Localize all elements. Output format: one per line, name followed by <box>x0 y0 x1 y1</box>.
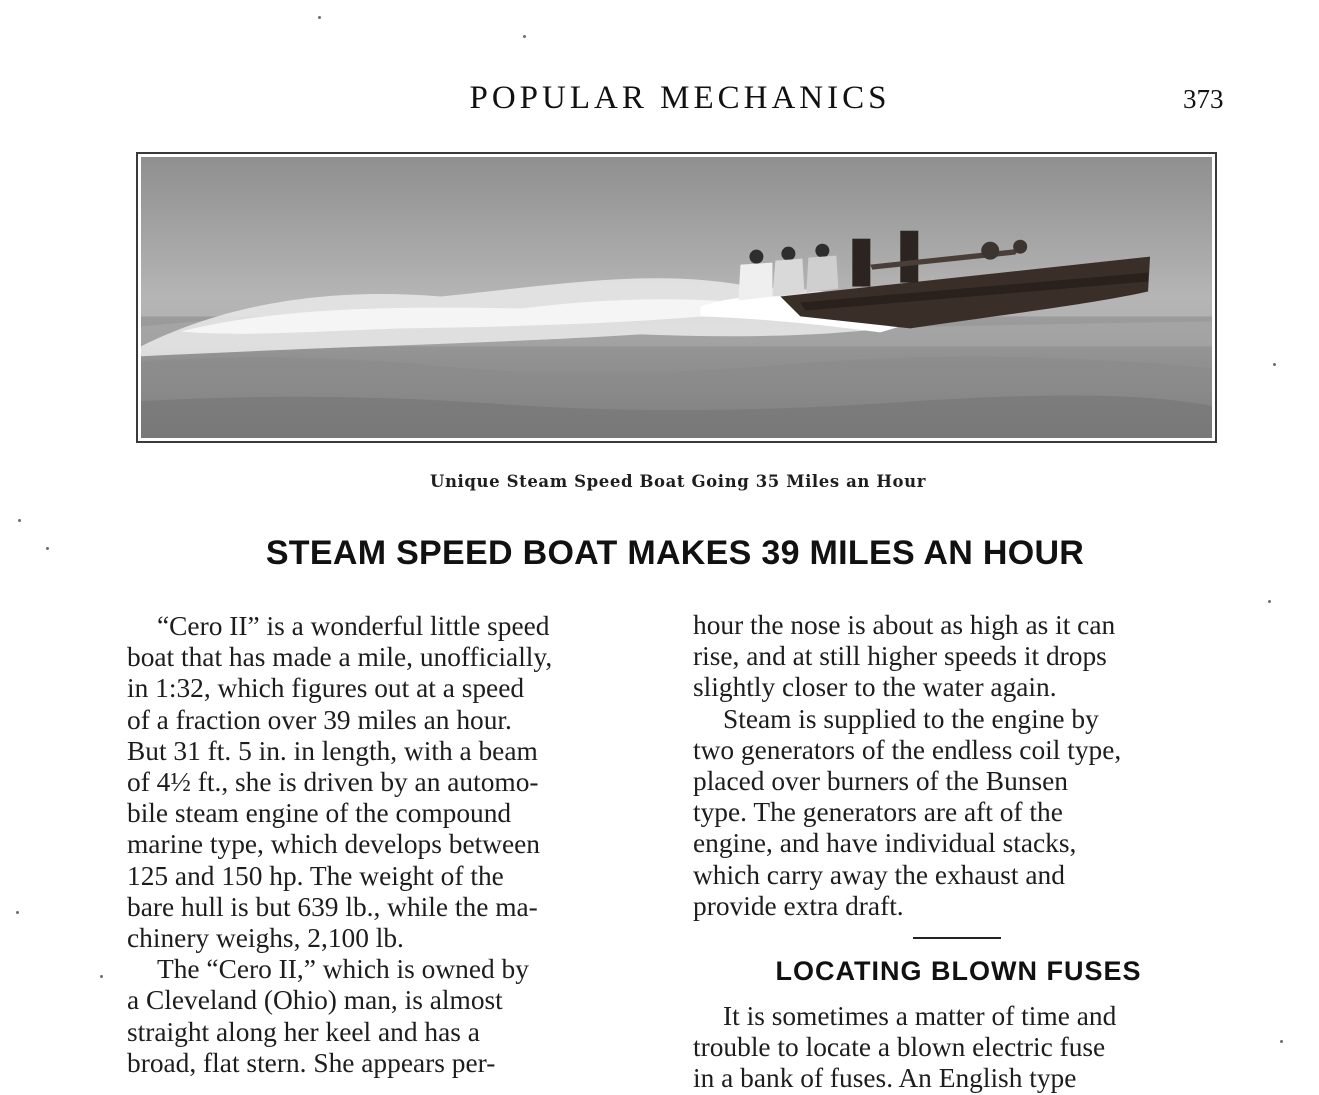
text-line: type. The generators are aft of the <box>693 797 1063 828</box>
text-line: two generators of the endless coil type, <box>693 734 1122 765</box>
masthead: POPULAR MECHANICS <box>469 80 891 116</box>
text-line: in 1:32, which figures out at a speed <box>127 673 525 704</box>
article-right-column <box>693 610 1224 922</box>
text-line: bile steam engine of the compound <box>127 798 512 829</box>
text-line: broad, flat stern. She appears per- <box>127 1047 496 1078</box>
text-line: slightly closer to the water again. <box>693 672 1057 703</box>
text-line: But 31 ft. 5 in. in length, with a beam <box>127 735 538 766</box>
text-line: a Cleveland (Ohio) man, is almost <box>127 985 503 1016</box>
page-number: 373 <box>1183 84 1224 114</box>
scan-speck <box>1280 1040 1283 1043</box>
text-line: The “Cero II,” which is owned by <box>157 954 529 985</box>
text-line: of a fraction over 39 miles an hour. <box>127 704 512 735</box>
text-line: placed over burners of the Bunsen <box>693 766 1068 797</box>
text-line: boat that has made a mile, unofficially, <box>127 642 553 673</box>
scan-speck <box>318 16 321 19</box>
text-line: Steam is supplied to the engine by <box>723 703 1099 734</box>
text-line: 125 and 150 hp. The weight of the <box>127 860 504 891</box>
second-article-column <box>693 1001 1224 1095</box>
photo-caption: Unique Steam Speed Boat Going 35 Miles an Hour <box>429 472 927 491</box>
scan-speck <box>1268 600 1271 603</box>
boat-photo <box>136 152 1217 443</box>
section-divider <box>913 937 1001 939</box>
text-line: bare hull is but 639 lb., while the ma- <box>127 891 538 922</box>
text-line: It is sometimes a matter of time and <box>723 1001 1117 1031</box>
scan-speck <box>1273 363 1276 366</box>
second-article-headline: LOCATING BLOWN FUSES <box>775 956 1142 986</box>
scan-speck <box>16 911 19 914</box>
text-line: of 4½ ft., she is driven by an automo- <box>127 767 539 798</box>
scan-speck <box>100 975 103 978</box>
text-line: marine type, which develops between <box>127 829 540 860</box>
article-left-column <box>127 611 657 1079</box>
text-line: straight along her keel and has a <box>127 1016 480 1047</box>
text-line: hour the nose is about as high as it can <box>693 610 1116 640</box>
text-line: engine, and have individual stacks, <box>693 828 1077 859</box>
text-line: in a bank of fuses. An English type <box>693 1063 1077 1094</box>
article-headline: STEAM SPEED BOAT MAKES 39 MILES AN HOUR <box>265 534 1085 572</box>
scan-speck <box>18 519 21 522</box>
text-line: which carry away the exhaust and <box>693 859 1065 890</box>
text-line: provide extra draft. <box>693 890 904 921</box>
steam-speed-boat-photo-icon <box>141 157 1212 438</box>
text-line: trouble to locate a blown electric fuse <box>693 1032 1106 1063</box>
scan-speck <box>523 35 526 38</box>
text-line: “Cero II” is a wonderful little speed <box>157 611 550 641</box>
text-line: rise, and at still higher speeds it drops <box>693 641 1107 672</box>
text-line: chinery weighs, 2,100 lb. <box>127 923 404 954</box>
